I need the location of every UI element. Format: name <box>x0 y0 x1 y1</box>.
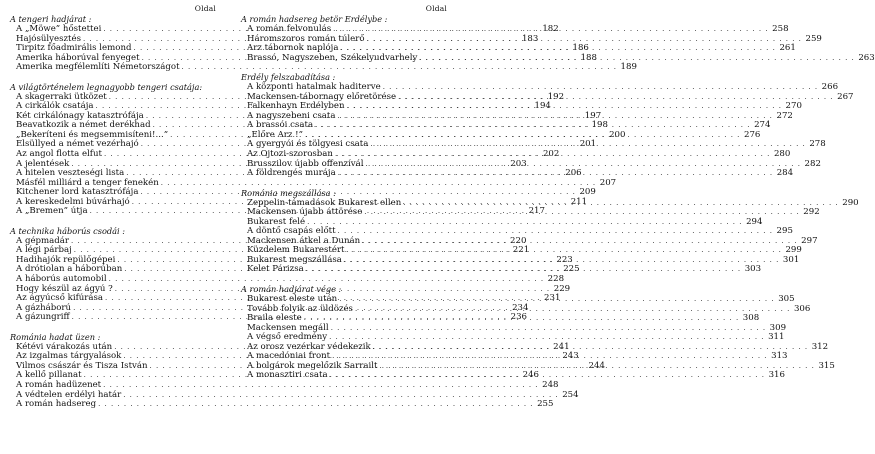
dot-leader <box>370 140 805 150</box>
entry-page-number: 258 <box>772 24 789 34</box>
section-title: A tengeri hadjárat : <box>10 14 92 24</box>
entry-title: A román hadüzenet <box>16 379 102 390</box>
entry-title: A bolgárok megelőzik Sarrailt <box>247 360 378 371</box>
entry-title: Kétévi várakozás után <box>16 341 113 352</box>
entry-page-number: 220 <box>510 235 527 246</box>
entry-title: Bukarest megszállása <box>247 254 342 265</box>
entry-page-number: 182 <box>542 24 559 34</box>
dot-leader <box>333 25 768 35</box>
entry-page-number: 186 <box>572 43 589 54</box>
entry-title: A „Bremen” útja <box>16 206 88 217</box>
entry-title: A skagerraki ütközet <box>16 91 107 102</box>
entry-page-number: 200 <box>609 129 626 140</box>
entry-page-number: 270 <box>785 101 802 112</box>
entry-title: Hadihajók repülőgépei <box>16 254 116 265</box>
entry-title: A légi párbaj <box>16 245 72 256</box>
dot-leader <box>338 227 773 237</box>
dot-leader <box>307 218 742 228</box>
entry-title: Az izgalmas tárgyalások <box>16 351 122 362</box>
dot-leader <box>355 302 790 315</box>
entry-title: Zeppelin-támadások Bukarest ellen <box>247 197 402 208</box>
entry-page-number: 276 <box>743 129 761 140</box>
page-column-header: Oldal <box>425 4 447 13</box>
entry-title: A monasztiri csata <box>247 370 328 381</box>
entry-page-number: 246 <box>522 370 540 381</box>
entry-title: A gyergyói és tölgyesi csata <box>247 139 369 150</box>
entry-page-number: 305 <box>778 294 795 305</box>
entry-title: Falkenhayn Erdélyben <box>247 101 345 112</box>
entry-page-number: 201 <box>579 139 597 150</box>
entry-title: A nagyszebeni csata <box>247 110 336 121</box>
entry-page-number: 290 <box>842 197 859 208</box>
entry-title: Két cirkálónagy katasztrófája <box>16 110 144 121</box>
entry-title: Mackensen átkel a Dunán <box>247 235 361 246</box>
entry-title: A román hadsereg <box>16 399 97 410</box>
entry-page-number: 217 <box>528 206 545 217</box>
section-title: A román hadsereg betör Erdélybe : <box>241 14 388 24</box>
entry-title: „Bekeríteni és megsemmisíteni!...” <box>16 129 169 140</box>
entry-page-number: 225 <box>563 264 580 275</box>
dot-leader <box>366 160 801 170</box>
entry-title: A gépmadár <box>16 235 70 246</box>
entry-page-number: 255 <box>537 399 554 410</box>
dot-leader <box>338 169 773 179</box>
entry-page-number: 272 <box>776 110 793 121</box>
entry-page-number: 183 <box>521 33 539 44</box>
entry-title: Másfél milliárd a tenger fenekén <box>16 177 159 188</box>
entry-title: A drótiolan a háborúban <box>16 264 123 275</box>
dot-leader <box>338 112 773 122</box>
dot-leader <box>305 131 740 141</box>
entry-page-number: 197 <box>584 110 602 121</box>
entry-page-number: 297 <box>801 235 818 246</box>
entry-page-number: 267 <box>837 91 854 102</box>
entry-page-number: 309 <box>769 322 787 333</box>
entry-page-number: 241 <box>553 341 570 352</box>
dot-leader <box>330 371 765 381</box>
dot-leader <box>403 196 838 209</box>
page-column-header: Oldal <box>194 4 216 13</box>
dot-leader <box>373 343 808 353</box>
entry-title: A macedóniai front <box>247 351 331 362</box>
entry-title: Amerika háborúval fenyeget <box>16 52 140 63</box>
entry-page-number: 203 <box>510 158 527 169</box>
entry-page-number: 306 <box>793 303 811 314</box>
entry-page-number: 244 <box>588 360 605 371</box>
entry-page-number: 229 <box>553 283 571 294</box>
entry-page-number: 274 <box>754 120 771 131</box>
entry-title: Bukarest felé <box>247 216 306 227</box>
entry-page-number: 266 <box>821 82 839 93</box>
entry-title: A védtelen erdélyi határ <box>16 389 122 400</box>
entry-title: A gázháború <box>16 302 72 313</box>
dot-leader <box>332 352 767 362</box>
entry-page-number: 192 <box>547 91 565 102</box>
entry-title: A „Möwe” hőstettei <box>16 24 102 34</box>
section-title: A világtörténelem legnagyobb tengeri csatája: <box>10 81 203 92</box>
entry-title: Háromszoros román túlerő <box>247 33 365 44</box>
dot-leader <box>304 314 739 324</box>
entry-page-number: 292 <box>803 207 820 218</box>
entry-title: Az ágyúcső kifúrása <box>16 293 104 304</box>
dot-leader <box>362 237 797 247</box>
entry-page-number: 243 <box>562 351 579 362</box>
dot-leader <box>367 35 802 45</box>
dot-leader <box>123 391 558 401</box>
section-title: Románia hadat üzen : <box>10 331 101 342</box>
entry-title: Mackensen megáll <box>247 322 329 333</box>
dot-leader <box>419 54 854 64</box>
entry-page-number: 278 <box>809 139 826 150</box>
dot-leader <box>335 150 770 160</box>
entry-page-number: 194 <box>534 101 551 112</box>
dot-leader <box>346 246 781 256</box>
entry-title: Mackensen újabb áttörése <box>247 207 363 218</box>
entry-title: Brusszilov újabb offenzívál <box>247 158 364 169</box>
entry-page-number: 206 <box>565 168 582 179</box>
entry-title: A döntő csapás előtt <box>247 226 336 237</box>
entry-page-number: 221 <box>512 245 530 256</box>
entry-title: A földrengés murája <box>247 168 336 179</box>
entry-page-number: 231 <box>544 293 561 304</box>
dot-leader <box>383 83 818 93</box>
dot-leader <box>306 265 741 275</box>
entry-page-number: 313 <box>771 351 788 362</box>
entry-page-number: 295 <box>776 226 793 237</box>
section-title: Erdély felszabadítása : <box>241 72 336 83</box>
entry-title: Brassó, Nagyszeben, Székelyudvarhely <box>247 52 418 63</box>
entry-page-number: 248 <box>542 379 559 390</box>
entry-title: Elsüllyed a német vezérhajó <box>16 139 139 150</box>
entry-title: Hogy készül az ágyú ? <box>16 283 113 294</box>
entry-title: A cirkálók csatája <box>16 101 94 112</box>
entry-title: Bukarest eleste után <box>247 294 338 305</box>
dot-leader <box>379 362 814 372</box>
entry-title: A jelentések <box>16 158 70 169</box>
entry-title: Arz tábornok naplója <box>247 43 339 54</box>
dot-leader <box>315 121 750 131</box>
dot-leader <box>398 93 833 103</box>
entry-page-number: 294 <box>746 216 763 227</box>
entry-title: Beavatkozik a német derékhad <box>16 120 151 131</box>
entry-page-number: 284 <box>776 168 794 179</box>
entry-title: Amerika megfélemlíti Németországot <box>16 62 180 73</box>
entry-title: Tovább folyik az üldözés <box>247 303 353 314</box>
entry-page-number: 311 <box>768 332 785 343</box>
entry-title: Küzdelem Bukarestért <box>247 245 345 256</box>
dot-leader <box>98 400 533 410</box>
entry-title: A végső eredmény <box>247 332 328 343</box>
entry-page-number: 259 <box>805 33 822 44</box>
entry-page-number: 299 <box>785 245 802 256</box>
section-title: Románia megszállása : <box>241 187 336 198</box>
entry-page-number: 198 <box>591 120 608 131</box>
entry-page-number: 234 <box>512 302 529 313</box>
dot-leader <box>329 333 764 343</box>
section-title: A technika háborús csodái : <box>10 225 125 236</box>
entry-title: Braila eleste <box>247 313 302 324</box>
toc-entry <box>4 399 554 410</box>
entry-title: A kereskedelmi búvárhajó <box>16 196 130 207</box>
entry-page-number: 189 <box>620 62 637 73</box>
entry-page-number: 280 <box>773 149 791 160</box>
entry-title: A kellő pillanat <box>16 370 82 381</box>
entry-title: A gázungriff <box>16 312 70 323</box>
entry-title: Az orosz vezérkar védekezik <box>247 341 371 352</box>
entry-page-number: 223 <box>556 254 573 265</box>
entry-title: Az angol flotta elfut <box>16 149 102 160</box>
entry-title: Vilmos császár és Tisza István <box>16 360 148 371</box>
dot-leader <box>347 102 782 112</box>
entry-title: A brassói csata <box>247 120 314 131</box>
entry-page-number: 312 <box>811 341 829 352</box>
entry-page-number: 207 <box>599 177 617 188</box>
entry-title: Mackensen-tábornagy előretörése <box>247 91 397 102</box>
entry-title: Tirpitz főadmirális lemond <box>16 43 132 54</box>
entry-title: A központi hatalmak haditerve <box>247 82 381 93</box>
entry-title: Hajósülyesztés <box>16 33 81 44</box>
entry-page-number: 188 <box>580 52 597 63</box>
entry-page-number: 261 <box>779 43 796 54</box>
entry-page-number: 316 <box>768 370 785 381</box>
entry-title: A román felvonulás <box>247 24 332 34</box>
dot-leader <box>331 324 766 334</box>
entry-title: Az Ojtozi-szorosban <box>247 149 333 160</box>
entry-page-number: 303 <box>744 264 762 275</box>
entry-page-number: 254 <box>562 389 579 400</box>
dot-leader <box>364 208 799 218</box>
entry-page-number: 236 <box>510 312 528 323</box>
entry-page-number: 211 <box>570 196 588 207</box>
entry-page-number: 301 <box>782 254 800 265</box>
entry-page-number: 209 <box>579 187 596 198</box>
entry-page-number: 228 <box>547 274 565 285</box>
entry-title: Kitchener lord katasztrófája <box>16 187 139 198</box>
entry-title: „Előre Arz !” <box>247 129 303 140</box>
entry-page-number: 282 <box>804 158 821 169</box>
dot-leader <box>344 256 779 266</box>
entry-title: Kelet Párizsa <box>247 264 304 275</box>
entry-page-number: 308 <box>742 313 760 324</box>
entry-title: A hitelen veszteségi lista <box>16 168 125 179</box>
entry-page-number: 315 <box>818 360 835 371</box>
entry-title: A háborús automobil <box>16 274 107 285</box>
section-title: A román hadjárat vége : <box>241 284 342 295</box>
toc-entry <box>4 62 637 73</box>
entry-page-number: 202 <box>542 149 560 160</box>
dot-leader <box>339 295 774 305</box>
entry-page-number: 263 <box>858 52 875 63</box>
